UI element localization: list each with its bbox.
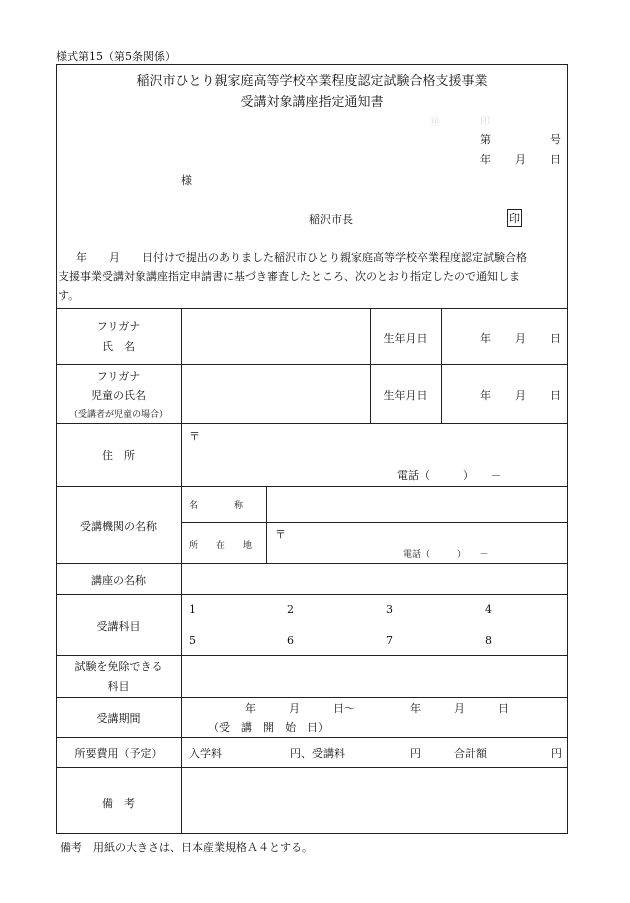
child-note: （受講者が児童の場合） <box>68 410 168 420</box>
frame-right <box>567 64 568 834</box>
address-phone: 電話（ ） － <box>397 469 502 482</box>
subject-number: 4 <box>485 603 492 616</box>
row-line <box>56 697 568 698</box>
period-label: 受講期間 <box>96 712 141 725</box>
doc-number-suffix: 号 <box>550 133 561 146</box>
birth-year: 年 <box>480 332 491 345</box>
remarks-label: 備 考 <box>102 797 135 810</box>
period-start-note: （受 講 開 始 日） <box>208 721 329 734</box>
row-line <box>56 308 568 309</box>
subject-number: 5 <box>189 634 196 647</box>
footnote: 備考 用紙の大きさは、日本産業規格Ａ４とする。 <box>60 841 313 854</box>
name-label: 氏 名 <box>102 340 135 353</box>
subjects-label: 受講科目 <box>96 620 141 633</box>
birth-label-divider-left <box>370 308 371 423</box>
institution-name-label: 名 称 <box>189 501 244 511</box>
row-line <box>56 423 568 424</box>
body-text-2: 支援事業受講対象講座指定申請書に基づき審査したところ、次のとおり指定したので通知しま <box>58 270 520 283</box>
date-year: 年 <box>480 153 491 166</box>
issuer: 稲沢市長 <box>309 213 353 226</box>
label-column-divider <box>181 308 182 833</box>
child-birth-label: 生年月日 <box>383 389 428 402</box>
addressee-suffix: 様 <box>181 174 192 187</box>
subject-number: 8 <box>485 634 492 647</box>
cost-total: 円 合計額 <box>410 747 487 760</box>
form-number-label: 様式第15（第5条関係） <box>56 50 176 63</box>
row-line <box>56 655 568 656</box>
body-text-3: す。 <box>58 289 80 302</box>
subject-number: 7 <box>386 634 393 647</box>
cost-tuition: 円、受講料 <box>290 747 345 760</box>
row-line <box>181 522 568 523</box>
frame-bottom <box>56 833 568 834</box>
course-name-label: 講座の名称 <box>91 574 146 587</box>
row-line <box>56 364 568 365</box>
row-line <box>56 594 568 595</box>
birth-label: 生年月日 <box>383 332 428 345</box>
child-furigana-label: フリガナ <box>96 370 141 383</box>
cost-yen: 円 <box>551 747 562 760</box>
exempt-label-2: 科目 <box>107 680 130 693</box>
row-line <box>56 486 568 487</box>
doc-number-prefix: 第 <box>480 133 491 146</box>
row-line <box>56 737 568 738</box>
institution-location-label: 所 在 地 <box>189 541 253 551</box>
child-name-label: 児童の氏名 <box>91 389 146 402</box>
institution-postal-mark: 〒 <box>275 528 286 541</box>
institution-label: 受講機関の名称 <box>80 520 157 533</box>
subject-number: 1 <box>189 603 196 616</box>
period-range: 年 月 日～ 年 月 日 <box>245 702 509 715</box>
child-birth-month: 月 <box>515 389 526 402</box>
birth-month: 月 <box>515 332 526 345</box>
institution-subdivider <box>266 486 267 563</box>
birth-day: 日 <box>550 332 561 345</box>
row-line <box>56 563 568 564</box>
subject-number: 3 <box>386 603 393 616</box>
address-label: 住 所 <box>102 449 135 462</box>
faint-watermark: ㊞ 印 <box>430 117 490 128</box>
cost-admission: 入学料 <box>189 747 222 760</box>
birth-label-divider-right <box>441 308 442 423</box>
seal-mark: 印 <box>507 209 522 227</box>
title-line-1: 稲沢市ひとり親家庭高等学校卒業程度認定試験合格支援事業 <box>136 74 488 89</box>
subject-number: 6 <box>287 634 294 647</box>
frame-top <box>56 64 568 65</box>
subject-number: 2 <box>287 603 294 616</box>
exempt-label-1: 試験を免除できる <box>74 660 163 673</box>
institution-phone: 電話（ ） － <box>403 550 489 560</box>
postal-mark: 〒 <box>189 430 200 443</box>
child-birth-day: 日 <box>550 389 561 402</box>
furigana-label: フリガナ <box>96 320 141 333</box>
title-line-2: 受講対象講座指定通知書 <box>240 95 384 110</box>
cost-label: 所要費用（予定） <box>74 747 163 760</box>
row-line <box>56 767 568 768</box>
child-birth-year: 年 <box>480 389 491 402</box>
date-month: 月 <box>515 153 526 166</box>
body-text-1: 年 月 日付けで提出のありました稲沢市ひとり親家庭高等学校卒業程度認定試験合格 <box>76 251 527 264</box>
date-day: 日 <box>550 153 561 166</box>
